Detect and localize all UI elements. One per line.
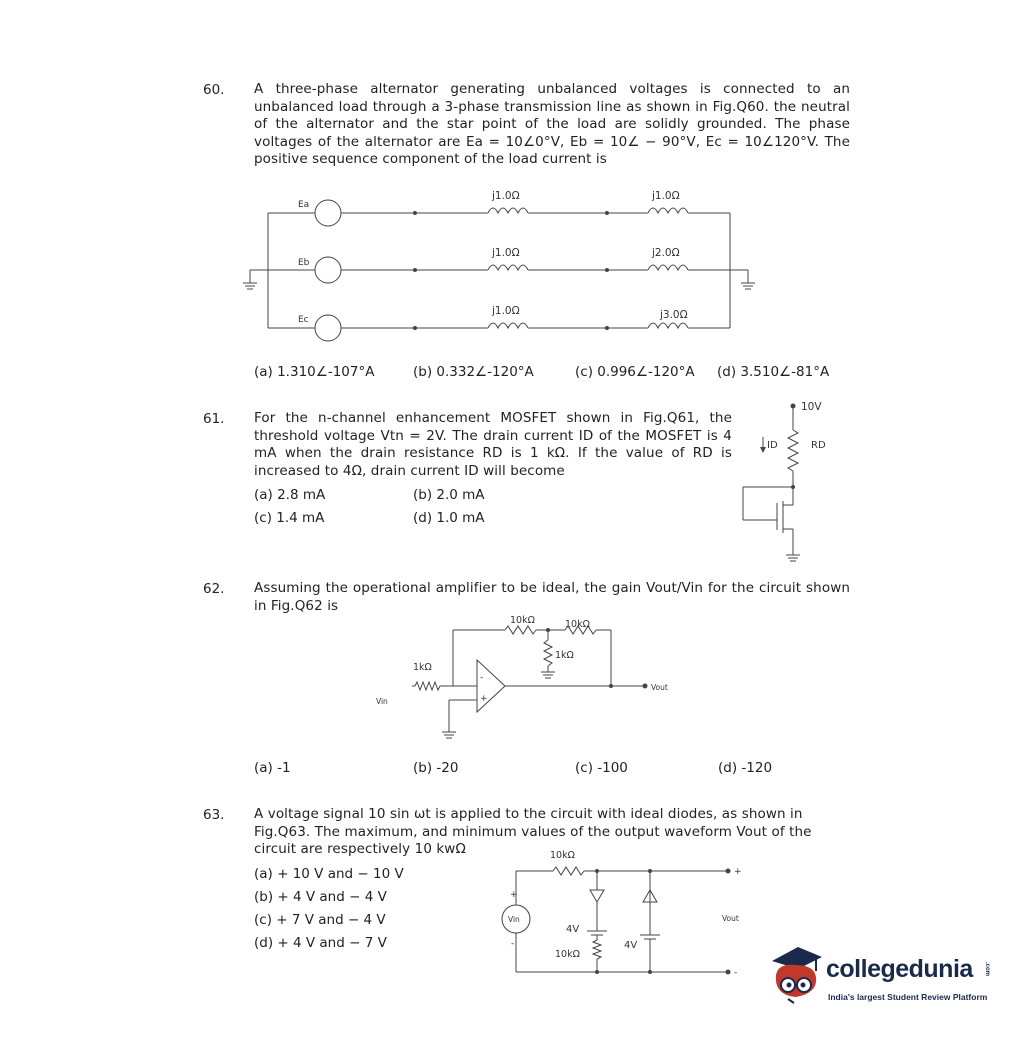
opamp-plus: + (480, 694, 488, 704)
question-text-63: A voltage signal 10 sin ωt is applied to the circuit with ideal diodes, as shown in Fig.Q63. The maximum, and minimum values of the output waveform Vout of the circuit are respectively 10 kwΩ (254, 806, 812, 857)
figure-q63-circuit (478, 840, 758, 980)
line-impedance-2: j1.0Ω (492, 247, 520, 259)
vout-minus: - (734, 968, 738, 978)
q62-option-d[interactable]: (d) -120 (718, 760, 773, 776)
question-number-62: 62. (203, 581, 225, 597)
load-impedance-3: j3.0Ω (660, 309, 688, 321)
question-text-60: A three-phase alternator generating unbalanced voltages is connected to an unbalanced load through a 3-phase transmission line as shown in Fig.Q60. the neutral of the alternator and the star point of the load are solidly grounded. The phase voltages of the alternator are Ea = 10∠0°V, Eb = 10∠ − 90°V, Ec = 10∠120°V. The positive sequence component of the load current is (254, 81, 850, 167)
q60-option-a[interactable]: (a) 1.310∠-107°A (254, 364, 375, 380)
q60-option-b[interactable]: (b) 0.332∠-120°A (413, 364, 534, 380)
q60-option-d[interactable]: (d) 3.510∠-81°A (717, 364, 830, 380)
logo-suffix: .com (984, 962, 990, 977)
opamp-minus: - (480, 673, 484, 683)
vout-label: Vout (651, 683, 668, 692)
vin-minus: - (511, 939, 515, 949)
vout-label: Vout (722, 914, 739, 923)
drain-current-label: ID (767, 440, 778, 451)
supply-label: 10V (801, 401, 822, 413)
battery-1-label: 4V (566, 924, 580, 935)
vin-label: Vin (376, 697, 388, 706)
figure-q60-circuit (230, 185, 770, 345)
source-label-c: Ec (298, 315, 309, 325)
figure-q61-circuit (735, 395, 845, 570)
q62-option-c[interactable]: (c) -100 (575, 760, 628, 776)
logo-name: collegedunia (826, 955, 973, 983)
shunt-resistor: 10kΩ (555, 949, 580, 960)
shunt-resistor: 1kΩ (555, 650, 574, 661)
line-impedance-1: j1.0Ω (492, 190, 520, 202)
vout-plus: + (734, 867, 742, 877)
q62-option-b[interactable]: (b) -20 (413, 760, 459, 776)
figure-q62-circuit (365, 612, 695, 747)
source-label-a: Ea (298, 200, 310, 210)
q61-option-b[interactable]: (b) 2.0 mA (413, 487, 485, 503)
q61-option-d[interactable]: (d) 1.0 mA (413, 510, 485, 526)
logo-tagline: India's largest Student Review Platform (828, 992, 988, 1002)
question-number-61: 61. (203, 411, 225, 427)
question-text-62: Assuming the operational amplifier to be ideal, the gain Vout/Vin for the circuit shown in Fig.Q62 is (254, 580, 850, 614)
q63-option-a[interactable]: (a) + 10 V and − 10 V (254, 866, 404, 882)
drain-resistor-label: RD (811, 440, 826, 451)
series-resistor: 10kΩ (550, 850, 575, 861)
q60-option-c[interactable]: (c) 0.996∠-120°A (575, 364, 695, 380)
logo-mascot-icon (766, 943, 826, 1005)
question-text-61: For the n-channel enhancement MOSFET shown in Fig.Q61, the threshold voltage Vtn = 2V. The drain current ID of the MOSFET is 4 mA when the drain resistance RD is 1 kΩ. If the value of RD is increased to 4Ω, drain current ID will become (254, 410, 732, 479)
feedback-resistor-2: 10kΩ (565, 619, 590, 630)
question-number-60: 60. (203, 82, 225, 98)
q63-option-b[interactable]: (b) + 4 V and − 4 V (254, 889, 387, 905)
load-impedance-2: j2.0Ω (652, 247, 680, 259)
q61-option-c[interactable]: (c) 1.4 mA (254, 510, 325, 526)
q63-option-c[interactable]: (c) + 7 V and − 4 V (254, 912, 386, 928)
vin-plus: + (510, 890, 518, 900)
input-resistor: 1kΩ (413, 662, 432, 673)
vin-label: Vin (508, 915, 520, 924)
line-impedance-3: j1.0Ω (492, 305, 520, 317)
q62-option-a[interactable]: (a) -1 (254, 760, 291, 776)
q61-option-a[interactable]: (a) 2.8 mA (254, 487, 326, 503)
source-label-b: Eb (298, 258, 310, 268)
feedback-resistor-1: 10kΩ (510, 615, 535, 626)
q63-option-d[interactable]: (d) + 4 V and − 7 V (254, 935, 387, 951)
question-number-63: 63. (203, 807, 225, 823)
battery-2-label: 4V (624, 940, 638, 951)
load-impedance-1: j1.0Ω (652, 190, 680, 202)
